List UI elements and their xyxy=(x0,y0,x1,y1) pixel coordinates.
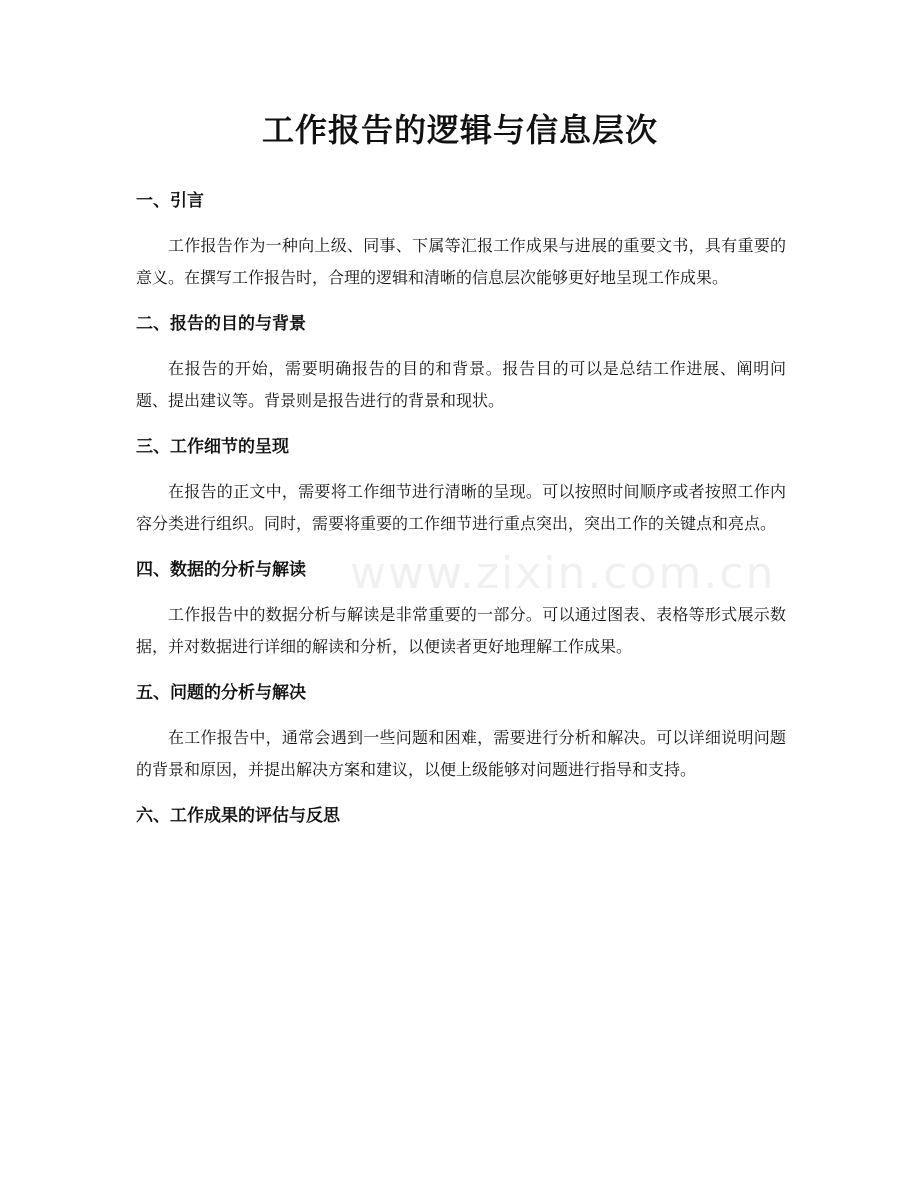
section-heading: 一、引言 xyxy=(136,191,204,211)
section-problem-solving xyxy=(136,678,786,786)
section-body: 在报告的正文中，需要将工作细节进行清晰的呈现。可以按照时间顺序或者按照工作内容分类进行组织。同时，需要将重要的工作细节进行重点突出，突出工作的关键点和亮点。 xyxy=(136,482,786,533)
section-body: 工作报告中的数据分析与解读是非常重要的一部分。可以通过图表、表格等形式展示数据，并对数据进行详细的解读和分析，以便读者更好地理解工作成果。 xyxy=(136,605,786,656)
section-heading: 六、工作成果的评估与反思 xyxy=(136,806,340,826)
section-heading: 三、工作细节的呈现 xyxy=(136,437,289,457)
section-purpose-background xyxy=(136,309,786,417)
section-body: 在工作报告中，通常会遇到一些问题和困难，需要进行分析和解决。可以详细说明问题的背景和原因，并提出解决方案和建议，以便上级能够对问题进行指导和支持。 xyxy=(136,728,786,779)
section-body: 在报告的开始，需要明确报告的目的和背景。报告目的可以是总结工作进展、阐明问题、提出建议等。背景则是报告进行的背景和现状。 xyxy=(136,359,786,410)
section-data-analysis xyxy=(136,555,786,663)
watermark: www.zixin.com.cn xyxy=(350,548,776,599)
document-content xyxy=(136,186,786,845)
section-heading: 二、报告的目的与背景 xyxy=(136,314,306,334)
section-heading: 五、问题的分析与解决 xyxy=(136,683,306,703)
page-title: 工作报告的逻辑与信息层次 xyxy=(261,111,658,149)
section-introduction xyxy=(136,186,786,294)
section-evaluation-reflection xyxy=(136,801,786,831)
section-body: 工作报告作为一种向上级、同事、下属等汇报工作成果与进展的重要文书，具有重要的意义。在撰写工作报告时，合理的逻辑和清晰的信息层次能够更好地呈现工作成果。 xyxy=(136,236,786,287)
section-work-details xyxy=(136,432,786,540)
section-heading: 四、数据的分析与解读 xyxy=(136,560,306,580)
